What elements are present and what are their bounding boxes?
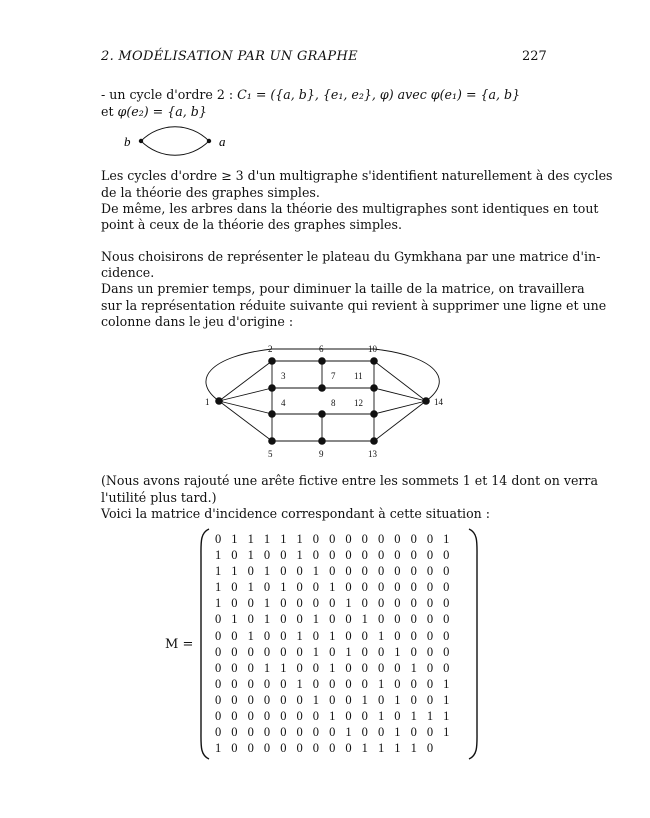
matrix-cell: 0 [394,660,401,675]
matrix-cell: 1 [263,564,271,579]
matrix-cell: 0 [426,644,434,659]
matrix-cell: 0 [394,612,401,627]
matrix-cell: 0 [215,692,222,707]
matrix-cell: 0 [443,580,450,595]
matrix-cell: 0 [345,532,352,546]
matrix-cell: 0 [280,692,287,707]
matrix-cell: 0 [231,548,238,563]
matrix-cell: 0 [296,660,303,675]
right-bracket [466,527,480,761]
matrix-cell: 0 [215,644,222,659]
matrix-cell: 0 [426,660,434,675]
matrix-cell: 0 [443,548,450,563]
matrix-cell: 1 [312,612,320,627]
matrix-cell: 0 [247,612,254,627]
matrix-cell: 0 [426,741,434,756]
matrix-cell: 1 [215,580,222,595]
matrix-cell: 0 [296,725,303,740]
edge-1-14-arc [206,349,439,401]
paragraph-3-line-3: Voici la matrice d'incidence correspondant à cette situation : [101,506,491,521]
matrix-cell: 0 [280,628,287,643]
matrix-cell: 0 [361,580,368,595]
matrix-cell: 0 [263,644,271,659]
vertex-4 [268,410,276,418]
matrix-row [215,579,459,595]
matrix-cell: 0 [377,644,385,659]
matrix-cell: 0 [263,676,271,691]
matrix-cell: 1 [410,741,417,756]
matrix-label: M = [165,637,194,652]
matrix-cell: 1 [345,644,352,659]
matrix-cell: 0 [426,628,434,643]
matrix-cell: 0 [361,548,368,563]
vertex-12 [370,410,378,418]
matrix-cell: 1 [329,628,336,643]
matrix-cell: 0 [263,580,271,595]
matrix-cell: 0 [296,580,303,595]
matrix-cell: 0 [443,612,450,627]
matrix-cell: 0 [345,741,352,756]
matrix-cell: 0 [426,676,434,691]
matrix-cell: 1 [377,676,385,691]
matrix-cell: 0 [215,612,222,627]
matrix-cell: 1 [231,564,238,579]
matrix-cell: 0 [312,548,320,563]
vertex-label-10: 10 [368,344,377,354]
matrix-row [215,724,459,740]
matrix-cell: 0 [410,612,417,627]
matrix-cell: 1 [361,612,368,627]
matrix-cell: 1 [296,548,303,563]
matrix-cell: 0 [361,564,368,579]
matrix-cell: 0 [312,532,320,546]
matrix-cell: 0 [296,596,303,611]
matrix-cell: 0 [312,628,320,643]
matrix-cell: 1 [215,741,222,756]
cycle-definition-line-2 [101,103,207,120]
matrix-cell: 0 [377,580,385,595]
matrix-cell: 0 [361,676,368,691]
matrix-cell: 0 [443,644,450,659]
matrix-cell: 0 [312,741,320,756]
paragraph-1-line-1: Les cycles d'ordre ≥ 3 d'un multigraphe s'identifient naturellement à des cycles [101,168,613,183]
matrix-cell: 0 [443,564,450,579]
vertex-label-5: 5 [268,449,273,459]
edge-1-2 [219,361,272,401]
matrix-cell: 0 [394,532,401,546]
matrix-row [215,628,459,644]
matrix-cell: 1 [394,741,401,756]
matrix-cell: 0 [426,596,434,611]
vertex-label-14: 14 [434,397,443,407]
matrix-cell: 1 [247,532,254,546]
vertex-label-1: 1 [205,397,210,407]
matrix-cell: 0 [247,692,254,707]
matrix-cell: 0 [361,709,368,724]
matrix-cell: 1 [443,676,450,691]
matrix-cell: 0 [361,660,368,675]
paragraph-3-line-1: (Nous avons rajouté une arête fictive entre les sommets 1 et 14 dont on verra [101,473,598,488]
matrix-cell: 1 [247,580,254,595]
matrix-cell: 0 [231,644,238,659]
matrix-cell: 0 [280,644,287,659]
matrix-cell: 0 [296,692,303,707]
matrix-cell: 0 [280,676,287,691]
matrix-cell: 1 [263,596,271,611]
matrix-cell: 0 [296,741,303,756]
vertex-label-9: 9 [319,449,324,459]
matrix-cell: 1 [377,709,385,724]
edge-e1 [141,127,209,141]
matrix-cell: 0 [329,548,336,563]
matrix-cell: 1 [215,596,222,611]
matrix-cell: 0 [410,580,417,595]
vertex-label-8: 8 [331,398,336,408]
matrix-cell: 0 [394,564,401,579]
matrix-cell: 0 [280,741,287,756]
matrix-cell: 0 [296,644,303,659]
matrix-row [215,660,459,676]
vertex-6 [318,357,326,365]
matrix-cell: 1 [443,692,450,707]
paragraph-2-line-4: sur la représentation réduite suivante qui revient à supprimer une ligne et une [101,298,607,313]
matrix-cell: 0 [280,725,287,740]
matrix-cell: 0 [329,676,336,691]
matrix-cell: 1 [329,580,336,595]
matrix-cell: 0 [296,709,303,724]
edge-1-5 [219,401,272,441]
vertex-label-11: 11 [354,371,363,381]
chapter-header: 2. MODÉLISATION PAR UN GRAPHE [101,49,358,64]
paragraph-2-line-1: Nous choisirons de représenter le plateau du Gymkhana par une matrice d'in- [101,249,601,264]
page-number: 227 [522,49,547,64]
matrix-cell: 0 [312,725,320,740]
matrix-cell: 1 [443,532,450,546]
matrix-cells [215,531,459,756]
matrix-cell: 0 [215,660,222,675]
matrix-cell: 1 [215,548,222,563]
matrix-cell: 0 [410,725,417,740]
matrix-cell: 0 [410,596,417,611]
matrix-cell: 0 [247,564,254,579]
matrix-cell: 0 [410,564,417,579]
vertex-label-b: b [124,134,131,149]
matrix-cell: 0 [410,676,417,691]
matrix-cell: 1 [443,725,450,740]
matrix-cell: 0 [263,709,271,724]
matrix-cell: 1 [280,532,287,546]
matrix-cell: 1 [215,564,222,579]
matrix-cell: 0 [377,612,385,627]
vertex-10 [370,357,378,365]
matrix-cell: 0 [215,628,222,643]
matrix-cell: 1 [377,628,385,643]
paragraph-1-line-2: de la théorie des graphes simples. [101,185,320,200]
matrix-cell: 0 [426,692,434,707]
matrix-cell: 0 [394,709,401,724]
matrix-cell: 0 [345,628,352,643]
paragraph-2-line-5: colonne dans le jeu d'origine : [101,314,294,329]
matrix-cell: 0 [329,612,336,627]
paragraph-3-line-2: l'utilité plus tard.) [101,490,217,505]
matrix-cell: 0 [263,692,271,707]
matrix-cell: 0 [361,532,368,546]
matrix-cell: 1 [263,612,271,627]
matrix-row [215,676,459,692]
matrix-cell: 1 [312,564,320,579]
paragraph-2-line-2: cidence. [101,265,155,280]
matrix-cell: 0 [377,692,385,707]
matrix-cell: 0 [329,741,336,756]
matrix-cell: 0 [263,628,271,643]
matrix-cell: 0 [377,548,385,563]
matrix-cell: 1 [394,644,401,659]
vertex-7 [318,384,326,392]
matrix-cell: 0 [345,692,352,707]
vertex-label-3: 3 [281,371,286,381]
matrix-cell: 0 [247,741,254,756]
matrix-cell: 0 [280,596,287,611]
matrix-row [215,708,459,724]
matrix-cell: 1 [231,532,238,546]
matrix-cell: 0 [329,564,336,579]
matrix-cell: 0 [329,692,336,707]
vertex-1 [215,397,223,405]
matrix-cell: 0 [247,660,254,675]
graph-vertices [215,357,430,445]
matrix-cell: 0 [361,596,368,611]
matrix-cell: 0 [394,676,401,691]
matrix-cell: 0 [263,741,271,756]
matrix-cell: 1 [263,660,271,675]
matrix-cell: 0 [215,676,222,691]
vertex-label-2: 2 [268,344,273,354]
matrix-cell: 0 [394,628,401,643]
matrix-cell: 1 [296,676,303,691]
vertex-label-a: a [219,134,226,149]
matrix-cell: 0 [345,676,352,691]
cycle-definition-line-1 [101,86,520,103]
matrix-cell: 0 [247,676,254,691]
matrix-cell: 0 [231,692,238,707]
matrix-row [215,644,459,660]
matrix-cell: 0 [410,532,417,546]
matrix-cell: 0 [231,709,238,724]
matrix-cell: 1 [329,660,336,675]
matrix-cell: 0 [329,644,336,659]
matrix-cell: 0 [361,725,368,740]
vertex-11 [370,384,378,392]
matrix-cell: 0 [280,709,287,724]
matrix-cell: 1 [247,548,254,563]
matrix-cell: 0 [345,709,352,724]
matrix-cell: 0 [377,725,385,740]
matrix-cell: 0 [263,725,271,740]
matrix-cell: 0 [231,596,238,611]
gymkhana-graph [195,338,450,468]
matrix-cell: 0 [426,564,434,579]
incidence-matrix [198,527,483,761]
matrix-cell: 0 [329,596,336,611]
cycle-intro-text: - un cycle d'ordre 2 : [101,87,238,102]
matrix-row [215,547,459,563]
matrix-cell: 1 [410,709,417,724]
matrix-cell: 0 [312,676,320,691]
matrix-cell: 0 [296,564,303,579]
vertex-label-13: 13 [368,449,377,459]
matrix-row [215,740,459,756]
matrix-cell: 0 [394,580,401,595]
matrix-cell: 0 [231,725,238,740]
matrix-row [215,611,459,627]
matrix-cell: 0 [377,660,385,675]
matrix-cell: 1 [361,692,368,707]
matrix-cell: 0 [426,532,434,546]
matrix-cell: 0 [215,532,222,546]
matrix-cell: 1 [345,725,352,740]
matrix-cell: 1 [231,612,238,627]
matrix-cell: 0 [443,596,450,611]
matrix-cell: 0 [426,548,434,563]
matrix-cell: 0 [345,548,352,563]
matrix-row [215,692,459,708]
matrix-cell: 0 [377,564,385,579]
matrix-cell: 1 [345,596,352,611]
matrix-cell: 0 [361,644,368,659]
matrix-cell: 0 [280,564,287,579]
vertex-label-7: 7 [331,371,336,381]
cycle-formula-2: φ(e₂) = {a, b} [117,104,207,119]
paragraph-1-line-3: De même, les arbres dans la théorie des multigraphes sont identiques en tout [101,201,599,216]
matrix-cell: 0 [345,580,352,595]
matrix-cell: 0 [280,548,287,563]
matrix-cell: 1 [312,692,320,707]
matrix-cell: 0 [329,725,336,740]
matrix-cell: 0 [231,660,238,675]
paragraph-2-line-3: Dans un premier temps, pour diminuer la taille de la matrice, on travaillera [101,281,585,296]
vertex-label-4: 4 [281,398,286,408]
vertex-14 [422,397,430,405]
matrix-cell: 1 [296,532,303,546]
matrix-cell: 1 [410,660,417,675]
matrix-cell: 1 [426,709,434,724]
matrix-cell: 1 [443,709,450,724]
matrix-cell: 0 [247,644,254,659]
matrix-cell: 0 [426,725,434,740]
vertex-9 [318,437,326,445]
matrix-cell: 1 [263,532,271,546]
vertex-5 [268,437,276,445]
cycle-conj-text: et [101,104,118,119]
vertex-8 [318,410,326,418]
matrix-cell: 0 [426,612,434,627]
matrix-cell: 0 [377,596,385,611]
matrix-cell: 1 [280,660,287,675]
matrix-cell: 0 [361,628,368,643]
matrix-cell: 0 [231,580,238,595]
matrix-cell: 1 [377,741,385,756]
matrix-cell: 1 [312,644,320,659]
matrix-cell: 0 [426,580,434,595]
matrix-cell: 0 [263,548,271,563]
edge-e2 [141,141,209,155]
matrix-cell: 0 [247,709,254,724]
matrix-cell: 0 [312,596,320,611]
matrix-cell: 1 [329,709,336,724]
matrix-cell: 1 [394,725,401,740]
matrix-cell: 0 [215,725,222,740]
matrix-cell: 0 [280,612,287,627]
matrix-cell: 0 [312,660,320,675]
cycle-formula: C₁ = ({a, b}, {e₁, e₂}, φ) avec φ(e₁) = {a, b} [237,87,521,102]
vertex-label-6: 6 [319,344,324,354]
matrix-cell: 0 [410,644,417,659]
paragraph-1-line-4: point à ceux de la théorie des graphes simples. [101,217,402,232]
matrix-cell: 0 [410,548,417,563]
left-bracket [198,527,212,761]
matrix-cell: 0 [394,596,401,611]
matrix-cell: 0 [247,596,254,611]
matrix-cell: 0 [231,628,238,643]
vertex-2 [268,357,276,365]
matrix-cell: 1 [361,741,368,756]
matrix-cell: 0 [377,532,385,546]
matrix-cell: 0 [410,628,417,643]
matrix-cell: 0 [410,692,417,707]
matrix-cell: 0 [345,564,352,579]
matrix-cell: 0 [215,709,222,724]
edge-14-10 [374,361,426,401]
matrix-cell: 0 [296,612,303,627]
matrix-cell: 0 [247,725,254,740]
matrix-cell: 0 [345,660,352,675]
matrix-cell: 1 [394,692,401,707]
matrix-cell: 0 [329,532,336,546]
matrix-cell: 0 [443,628,450,643]
vertex-label-12: 12 [354,398,363,408]
vertex-3 [268,384,276,392]
matrix-row [215,563,459,579]
matrix-cell: 0 [443,660,450,675]
matrix-cell: 0 [231,676,238,691]
matrix-cell: 0 [312,709,320,724]
matrix-cell: 0 [394,548,401,563]
matrix-row [215,595,459,611]
edge-14-13 [374,401,426,441]
matrix-cell: 0 [312,580,320,595]
vertex-13 [370,437,378,445]
matrix-cell: 0 [231,741,238,756]
matrix-cell: 1 [247,628,254,643]
matrix-cell: 1 [296,628,303,643]
matrix-cell: 1 [280,580,287,595]
matrix-cell: 0 [345,612,352,627]
matrix-row [215,531,459,547]
cycle-order-2-diagram [115,122,235,162]
